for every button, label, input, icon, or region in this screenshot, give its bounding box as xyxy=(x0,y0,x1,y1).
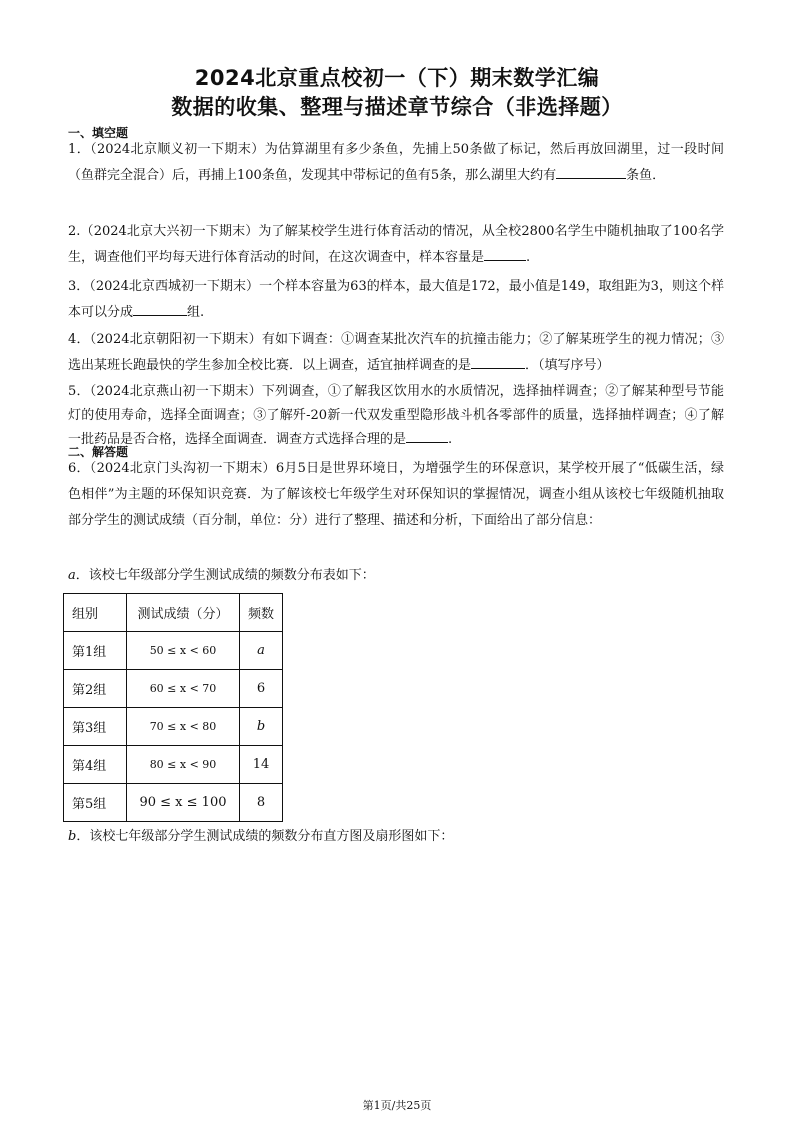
part-b-label: b xyxy=(68,829,77,844)
frequency-cell: a xyxy=(240,632,283,670)
question-1 xyxy=(68,137,724,189)
part-a-text: ．该校七年级部分学生测试成绩的频数分布表如下： xyxy=(75,568,375,583)
table-row xyxy=(64,784,283,822)
header-score: 测试成绩（分） xyxy=(127,594,240,632)
part-a xyxy=(68,563,724,589)
part-a-label: a xyxy=(68,568,76,583)
question-6: 6．（2024北京门头沟初一下期末）6月5日是世界环境日，为增强学生的环保意识，某学校开展了“低碳生活，绿色相伴”为主题的环保知识竞赛．为了解该校七年级学生对环保知识的掌握情况，调查小组从该校七年级随机抽取部分学生的测试成绩（百分制，单位：分）进行了整理、描述和分析，下面给出了部分信息： xyxy=(68,461,724,528)
question-4 xyxy=(68,327,724,379)
group-cell: 第1组 xyxy=(64,632,127,670)
score-range-cell: 50 ≤ x < 60 xyxy=(127,632,240,670)
part-b-text: ．该校七年级部分学生测试成绩的频数分布直方图及扇形图如下： xyxy=(76,829,454,844)
question-4-text: 4．（2024北京朝阳初一下期末）有如下调查：①调查某批次汽车的抗撞击能力；②了解某班学生的视力情况；③选出某班长跑最快的学生参加全校比赛．以上调查，适宜抽样调查的是 xyxy=(68,332,724,373)
question-2-text: 2.（2024北京大兴初一下期末）为了解某校学生进行体育活动的情况，从全校2800名学生中随机抽取了100名学生，调查他们平均每天进行体育活动的时间，在这次调查中，样本容量是 xyxy=(68,224,724,265)
document-title: 2024北京重点校初一（下）期末数学汇编 xyxy=(194,66,600,90)
question-1-tail: 条鱼． xyxy=(626,168,666,183)
answer-blank xyxy=(471,354,525,369)
section-heading-fill-in: 一、填空题 xyxy=(68,126,129,140)
question-3 xyxy=(68,274,724,326)
table-row xyxy=(64,708,283,746)
frequency-cell: 8 xyxy=(240,784,283,822)
table-row xyxy=(64,746,283,784)
part-b xyxy=(68,824,724,850)
frequency-table xyxy=(63,593,283,822)
question-2 xyxy=(68,219,724,271)
table-row xyxy=(64,632,283,670)
frequency-cell: b xyxy=(240,708,283,746)
header-group: 组别 xyxy=(64,594,127,632)
answer-blank xyxy=(484,246,526,261)
score-range-cell: 70 ≤ x < 80 xyxy=(127,708,240,746)
question-2-tail: . xyxy=(526,250,531,265)
answer-blank xyxy=(133,301,187,316)
section-heading-answer: 二、解答题 xyxy=(68,445,129,459)
score-range-cell: 60 ≤ x < 70 xyxy=(127,670,240,708)
score-range-cell: 80 ≤ x < 90 xyxy=(127,746,240,784)
table-header-row xyxy=(64,594,283,632)
frequency-cell: 14 xyxy=(240,746,283,784)
table-row xyxy=(64,670,283,708)
question-3-tail: 组. xyxy=(187,305,205,320)
answer-blank xyxy=(406,428,448,443)
question-1-text: 1．（2024北京顺义初一下期末）为估算湖里有多少条鱼，先捕上50条做了标记，然后再放回湖里，过一段时间（鱼群完全混合）后，再捕上100条鱼，发现其中带标记的鱼有5条，那么湖里大约有 xyxy=(68,142,724,183)
group-cell: 第3组 xyxy=(64,708,127,746)
group-cell: 第5组 xyxy=(64,784,127,822)
question-5-tail: . xyxy=(448,432,453,447)
header-frequency: 频数 xyxy=(240,594,283,632)
document-subtitle: 数据的收集、整理与描述章节综合（非选择题） xyxy=(171,95,623,119)
question-5 xyxy=(68,380,724,452)
group-cell: 第2组 xyxy=(64,670,127,708)
question-4-tail: ．（填写序号） xyxy=(525,358,610,373)
group-cell: 第4组 xyxy=(64,746,127,784)
page-footer: 第1页/共25页 xyxy=(362,1099,432,1112)
score-range-cell: 90 ≤ x ≤ 100 xyxy=(127,784,240,822)
frequency-cell: 6 xyxy=(240,670,283,708)
question-3-text: 3．（2024北京西城初一下期末）一个样本容量为63的样本，最大值是172，最小值是149，取组距为3，则这个样本可以分成 xyxy=(68,279,724,320)
question-5-text: 5．（2024北京燕山初一下期末）下列调查，①了解我区饮用水的水质情况，选择抽样调查；②了解某种型号节能灯的使用寿命，选择全面调查；③了解歼-20新一代双发重型隐形战斗机各零部件的质量，选择抽样调查；④了解一批药品是否合格，选择全面调查．调查方式选择合理的是 xyxy=(68,384,724,447)
answer-blank xyxy=(556,164,626,179)
